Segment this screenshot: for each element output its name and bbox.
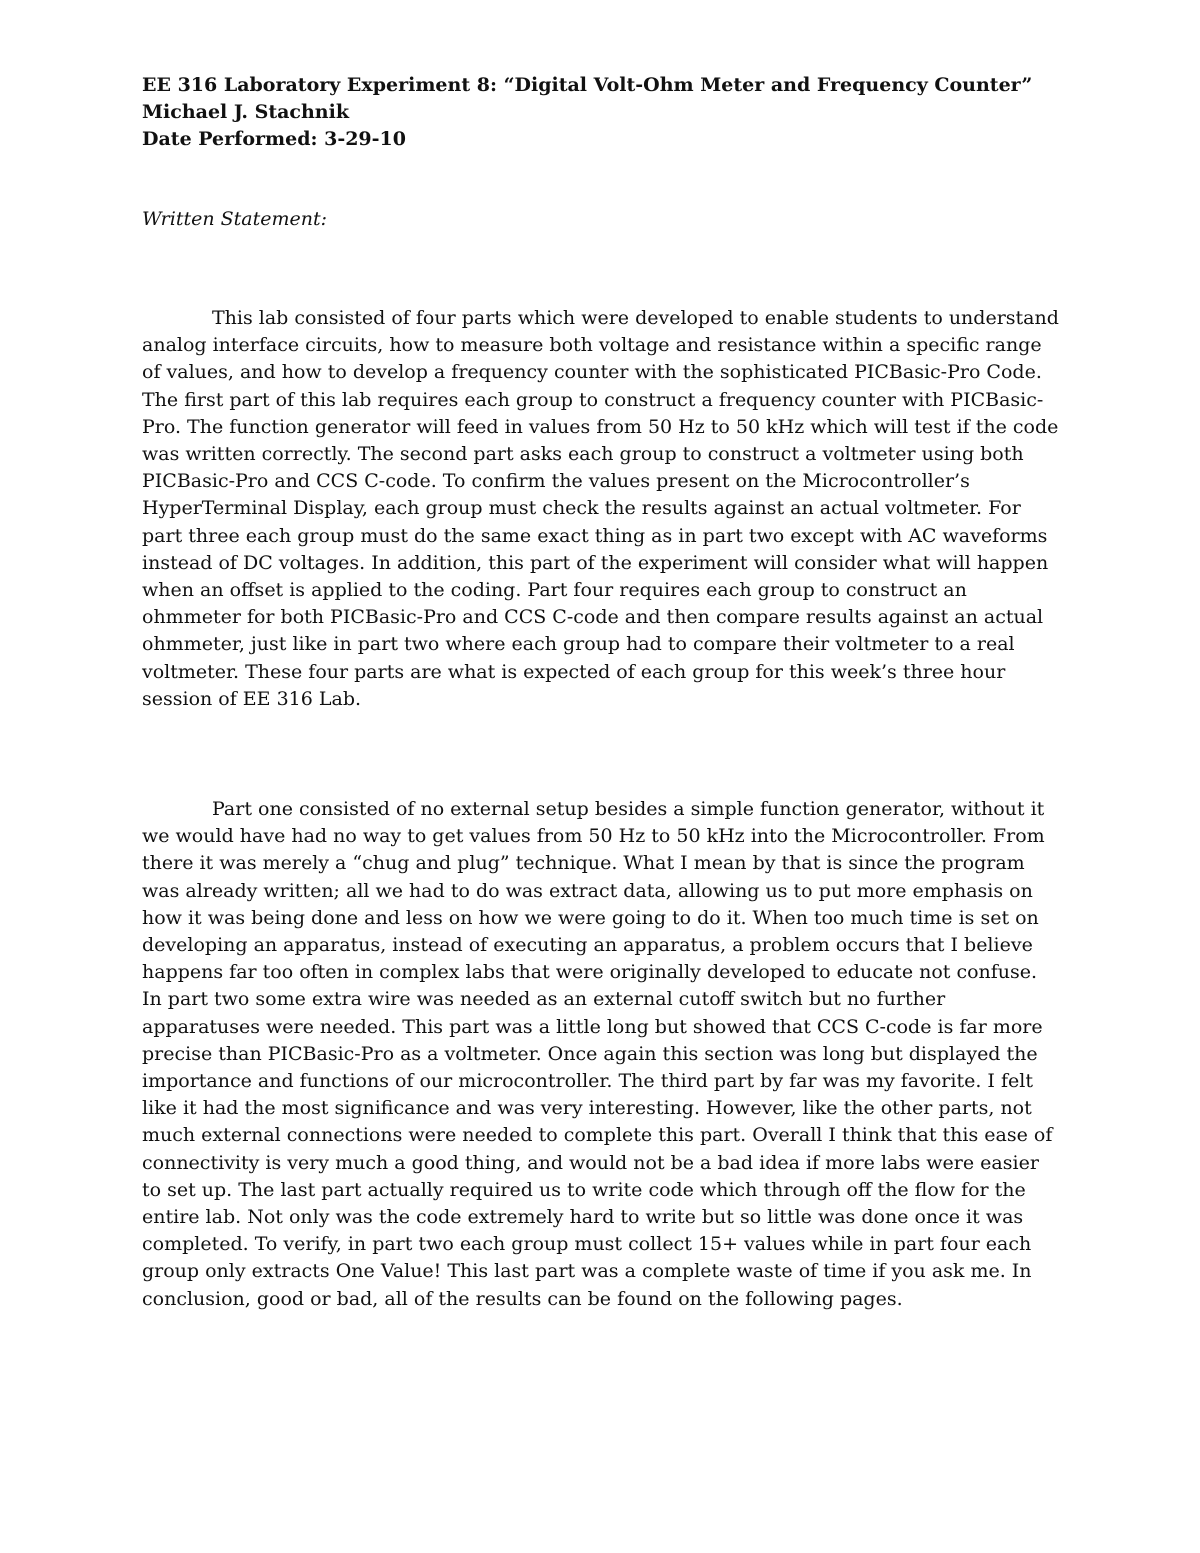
paragraph-overview: This lab consisted of four parts which were developed to enable students to understand analog interface circuits, how to measure both voltage and resistance within a specific range of values, and how to develop a frequency counter with the sophisticated PICBasic-Pro Code. The first part of this lab requires each group to construct a frequency counter with PICBasic-Pro. The function generator will feed in values from 50 Hz to 50 kHz which will test if the code was written correctly. The second part asks each group to construct a voltmeter using both PICBasic-Pro and CCS C-code. To confirm the values present on the Microcontroller’s HyperTerminal Display, each group must check the results against an actual voltmeter. For part three each group must do the same exact thing as in part two except with AC waveforms instead of DC voltages. In addition, this part of the experiment will consider what will happen when an offset is applied to the coding. Part four requires each group to construct an ohmmeter for both PICBasic-Pro and CCS C-code and then compare results against an actual ohmmeter, just like in part two where each group had to compare their voltmeter to a real voltmeter. These four parts are what is expected of each group for this week’s three hour session of EE 316 Lab. bbox=[142, 307, 1059, 710]
date-performed: Date Performed: 3-29-10 bbox=[142, 128, 406, 150]
written-statement-label: Written Statement: bbox=[142, 208, 328, 230]
document-header bbox=[142, 72, 1082, 153]
paragraph-discussion: Part one consisted of no external setup besides a simple function generator, without it we would have had no way to get values from 50 Hz to 50 kHz into the Microcontroller. From there it was merely a “chug and plug” technique. What I mean by that is since the program was already written; all we had to do was extract data, allowing us to put more emphasis on how it was being done and less on how we were going to do it. When too much time is set on developing an apparatus, instead of executing an apparatus, a problem occurs that I believe happens far too often in complex labs that were originally developed to educate not confuse. In part two some extra wire was needed as an external cutoff switch but no further apparatuses were needed. This part was a little long but showed that CCS C-code is far more precise than PICBasic-Pro as a voltmeter. Once again this section was long but displayed the importance and functions of our microcontroller. The third part by far was my favorite. I felt like it had the most significance and was very interesting. However, like the other parts, not much external connections were needed to complete this part. Overall I think that this ease of connectivity is very much a good thing, and would not be a bad idea if more labs were easier to set up. The last part actually required us to write code which through off the flow for the entire lab. Not only was the code extremely hard to write but so little was done once it was completed. To verify, in part two each group must collect 15+ values while in part four each group only extracts One Value! This last part was a complete waste of time if you ask me. In conclusion, good or bad, all of the results can be found on the following pages. bbox=[142, 798, 1053, 1310]
author-name: Michael J. Stachnik bbox=[142, 101, 349, 123]
document-title: EE 316 Laboratory Experiment 8: “Digital Volt-Ohm Meter and Frequency Counter” bbox=[142, 74, 1033, 96]
